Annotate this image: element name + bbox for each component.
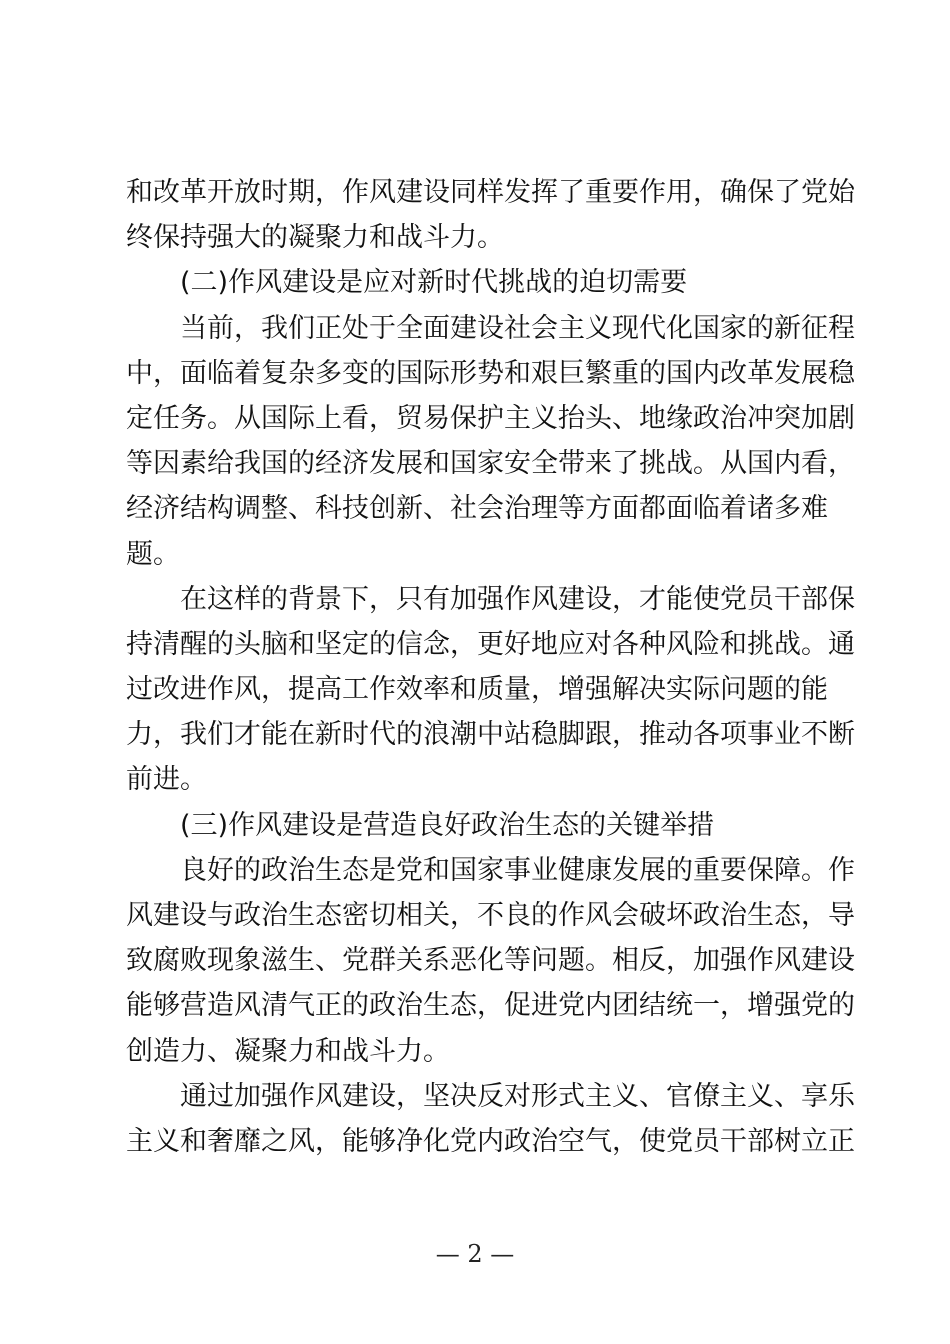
body-line: 能够营造风清气正的政治生态，促进党内团结统一，增强党的	[126, 990, 855, 1022]
document-body	[126, 170, 855, 1164]
body-line: 良好的政治生态是党和国家事业健康发展的重要保障。作	[180, 854, 855, 886]
body-line: 终保持强大的凝聚力和战斗力。	[126, 222, 504, 254]
body-line: 过改进作风，提高工作效率和质量，增强解决实际问题的能	[126, 674, 828, 706]
body-line: 致腐败现象滋生、党群关系恶化等问题。相反，加强作风建设	[126, 945, 855, 977]
body-line: 等因素给我国的经济发展和国家安全带来了挑战。从国内看，	[126, 448, 855, 480]
body-line: 中，面临着复杂多变的国际形势和艰巨繁重的国内改革发展稳	[126, 357, 855, 389]
body-line: 风建设与政治生态密切相关，不良的作风会破坏政治生态，导	[126, 900, 855, 931]
body-line: 在这样的背景下，只有加强作风建设，才能使党员干部保	[180, 583, 855, 615]
body-line: 创造力、凝聚力和战斗力。	[126, 1035, 450, 1067]
body-line: 主义和奢靡之风，能够净化党内政治空气，使党员干部树立正	[126, 1125, 855, 1157]
body-line: 和改革开放时期，作风建设同样发挥了重要作用，确保了党始	[126, 177, 855, 208]
section-heading: (二)作风建设是应对新时代挑战的迫切需要	[180, 267, 688, 299]
body-line: 前进。	[126, 764, 207, 796]
section-heading: (三)作风建设是营造良好政治生态的关键举措	[180, 809, 715, 841]
body-line: 经济结构调整、科技创新、社会治理等方面都面临着诸多难	[126, 493, 828, 525]
body-line: 通过加强作风建设，坚决反对形式主义、官僚主义、享乐	[180, 1080, 855, 1112]
body-line: 定任务。从国际上看，贸易保护主义抬头、地缘政治冲突加剧	[126, 402, 855, 434]
body-line: 题。	[126, 538, 180, 570]
body-line: 力，我们才能在新时代的浪潮中站稳脚跟，推动各项事业不断	[126, 719, 855, 751]
page-number: — 2 —	[435, 1240, 515, 1268]
body-line: 当前，我们正处于全面建设社会主义现代化国家的新征程	[180, 312, 855, 344]
body-line: 持清醒的头脑和坚定的信念，更好地应对各种风险和挑战。通	[126, 628, 855, 660]
